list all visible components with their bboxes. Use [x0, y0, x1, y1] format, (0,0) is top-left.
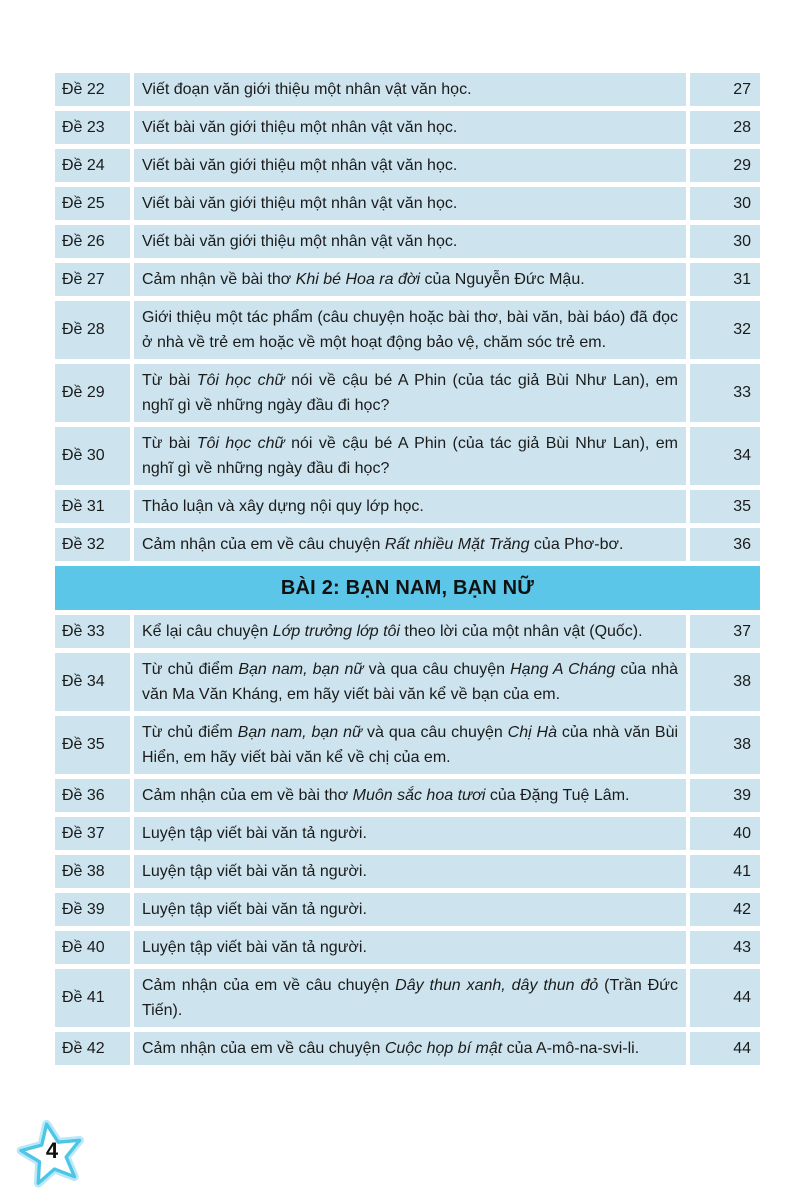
toc-entry-page-number: 29 [690, 149, 760, 182]
toc-entry-title: Từ chủ điểm Bạn nam, bạn nữ và qua câu chuyện Chị Hà của nhà văn Bùi Hiển, em hãy viết bài văn kể về chị của em. [134, 716, 686, 774]
toc-entry-title: Viết bài văn giới thiệu một nhân vật văn học. [134, 149, 686, 182]
toc-entry-page-number: 33 [690, 364, 760, 422]
toc-entry-page-number: 34 [690, 427, 760, 485]
toc-entry-title: Viết bài văn giới thiệu một nhân vật văn học. [134, 225, 686, 258]
toc-entry-title: Cảm nhận về bài thơ Khi bé Hoa ra đời của Nguyễn Đức Mậu. [134, 263, 686, 296]
toc-row [55, 716, 760, 774]
toc-entry-page-number: 36 [690, 528, 760, 561]
toc-entry-title: Cảm nhận của em về bài thơ Muôn sắc hoa tươi của Đặng Tuệ Lâm. [134, 779, 686, 812]
toc-row [55, 364, 760, 422]
toc-row [55, 1032, 760, 1065]
toc-entry-label: Đề 28 [55, 301, 130, 359]
toc-entry-label: Đề 41 [55, 969, 130, 1027]
toc-row [55, 969, 760, 1027]
toc-entry-title: Từ chủ điểm Bạn nam, bạn nữ và qua câu chuyện Hạng A Cháng của nhà văn Ma Văn Kháng, em hãy viết bài văn kể về bạn của em. [134, 653, 686, 711]
toc-entry-title: Viết bài văn giới thiệu một nhân vật văn học. [134, 187, 686, 220]
toc-entry-page-number: 38 [690, 653, 760, 711]
toc-entry-label: Đề 25 [55, 187, 130, 220]
toc-row [55, 615, 760, 648]
toc-entry-page-number: 32 [690, 301, 760, 359]
toc-entry-page-number: 30 [690, 225, 760, 258]
toc-entry-page-number: 40 [690, 817, 760, 850]
toc-entry-title: Thảo luận và xây dựng nội quy lớp học. [134, 490, 686, 523]
toc-row [55, 528, 760, 561]
toc-row [55, 855, 760, 888]
toc-entry-title: Từ bài Tôi học chữ nói về cậu bé A Phin (của tác giả Bùi Như Lan), em nghĩ gì về những ngày đầu đi học? [134, 427, 686, 485]
toc-entry-title: Cảm nhận của em về câu chuyện Rất nhiều Mặt Trăng của Phơ-bơ. [134, 528, 686, 561]
toc-entry-page-number: 35 [690, 490, 760, 523]
toc-entry-page-number: 44 [690, 969, 760, 1027]
toc-entry-label: Đề 42 [55, 1032, 130, 1065]
toc-entry-title: Giới thiệu một tác phẩm (câu chuyện hoặc bài thơ, bài văn, bài báo) đã đọc ở nhà về trẻ em hoặc về một hoạt động bảo vệ, chăm sóc trẻ em. [134, 301, 686, 359]
toc-row [55, 931, 760, 964]
toc-entry-label: Đề 38 [55, 855, 130, 888]
toc-entry-title: Cảm nhận của em về câu chuyện Dây thun xanh, dây thun đỏ (Trần Đức Tiến). [134, 969, 686, 1027]
toc-row [55, 490, 760, 523]
toc-row [55, 111, 760, 144]
toc-row [55, 779, 760, 812]
toc-entry-title: Luyện tập viết bài văn tả người. [134, 817, 686, 850]
toc-entry-page-number: 39 [690, 779, 760, 812]
toc-entry-label: Đề 40 [55, 931, 130, 964]
toc-entry-title: Cảm nhận của em về câu chuyện Cuộc họp bí mật của A-mô-na-svi-li. [134, 1032, 686, 1065]
toc-row [55, 301, 760, 359]
toc-entry-title: Luyện tập viết bài văn tả người. [134, 855, 686, 888]
toc-entry-title: Kể lại câu chuyện Lớp trưởng lớp tôi theo lời của một nhân vật (Quốc). [134, 615, 686, 648]
toc-entry-label: Đề 33 [55, 615, 130, 648]
page-number: 4 [45, 1138, 59, 1163]
table-of-contents [55, 73, 760, 1070]
toc-entry-page-number: 42 [690, 893, 760, 926]
toc-entry-page-number: 43 [690, 931, 760, 964]
toc-section-header: BÀI 2: BẠN NAM, BẠN NỮ [55, 566, 760, 610]
toc-entry-page-number: 31 [690, 263, 760, 296]
toc-entry-label: Đề 23 [55, 111, 130, 144]
toc-entry-label: Đề 36 [55, 779, 130, 812]
toc-entry-label: Đề 34 [55, 653, 130, 711]
toc-entry-title: Viết bài văn giới thiệu một nhân vật văn học. [134, 111, 686, 144]
toc-entry-page-number: 38 [690, 716, 760, 774]
toc-entry-label: Đề 35 [55, 716, 130, 774]
toc-row [55, 73, 760, 106]
toc-entry-label: Đề 22 [55, 73, 130, 106]
toc-row [55, 225, 760, 258]
toc-row [55, 263, 760, 296]
toc-entry-label: Đề 26 [55, 225, 130, 258]
toc-entry-label: Đề 27 [55, 263, 130, 296]
toc-entry-page-number: 37 [690, 615, 760, 648]
toc-row [55, 893, 760, 926]
toc-entry-title: Viết đoạn văn giới thiệu một nhân vật văn học. [134, 73, 686, 106]
toc-row [55, 653, 760, 711]
toc-entry-title: Luyện tập viết bài văn tả người. [134, 931, 686, 964]
toc-row [55, 817, 760, 850]
toc-entry-page-number: 27 [690, 73, 760, 106]
toc-entry-title: Luyện tập viết bài văn tả người. [134, 893, 686, 926]
toc-entry-page-number: 41 [690, 855, 760, 888]
toc-entry-label: Đề 32 [55, 528, 130, 561]
toc-row [55, 427, 760, 485]
toc-entry-page-number: 30 [690, 187, 760, 220]
toc-entry-label: Đề 24 [55, 149, 130, 182]
toc-entry-label: Đề 37 [55, 817, 130, 850]
page-number-star [14, 1117, 90, 1193]
toc-row [55, 149, 760, 182]
toc-entry-label: Đề 30 [55, 427, 130, 485]
toc-entry-title: Từ bài Tôi học chữ nói về cậu bé A Phin (của tác giả Bùi Như Lan), em nghĩ gì về những ngày đầu đi học? [134, 364, 686, 422]
toc-entry-label: Đề 31 [55, 490, 130, 523]
toc-entry-page-number: 44 [690, 1032, 760, 1065]
toc-entry-label: Đề 29 [55, 364, 130, 422]
toc-row [55, 187, 760, 220]
toc-entry-page-number: 28 [690, 111, 760, 144]
toc-entry-label: Đề 39 [55, 893, 130, 926]
